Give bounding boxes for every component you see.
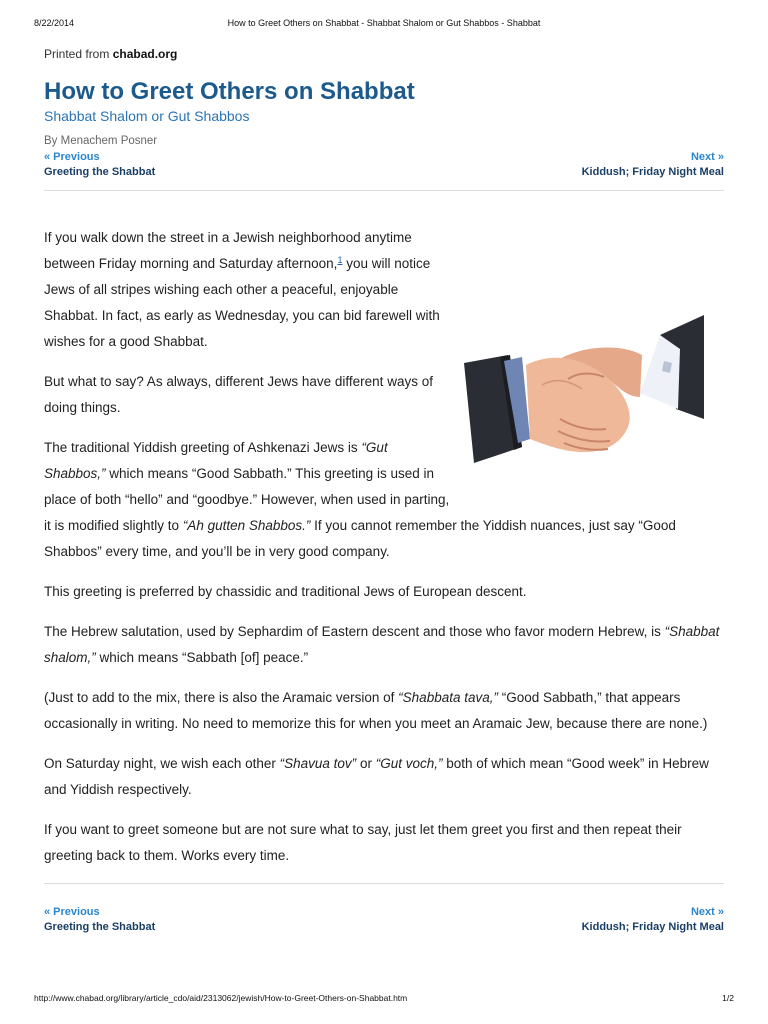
paragraph-8: If you want to greet someone but are not sure what to say, just let them greet you first and then repeat their greeting back to them. Works every time. — [44, 822, 682, 863]
p7-text-b: or — [356, 756, 376, 771]
p5-text-b: which means “Sabbath [of] peace.” — [95, 650, 309, 665]
p7-text-c: both of which mean “Good week” in Hebrew and Yiddish respectively. — [44, 756, 709, 797]
p1-text-b: you will notice Jews of all stripes wishing each other a peaceful, enjoyable Shabbat. In fact, as early as Wednesday, you can bid farewell with wishes for a good Shabbat. — [44, 256, 440, 349]
previous-title[interactable]: Greeting the Shabbat — [44, 166, 156, 178]
previous-article-link-bottom[interactable] — [44, 905, 155, 935]
printed-from-site: chabad.org — [112, 47, 178, 61]
p3-text-a: The traditional Yiddish greeting of Ashkenazi Jews is — [44, 440, 362, 455]
p7-text-a: On Saturday night, we wish each other — [44, 756, 280, 771]
print-footer — [34, 993, 734, 1007]
previous-label[interactable]: « Previous — [44, 151, 100, 163]
print-page-title: How to Greet Others on Shabbat - Shabbat Shalom or Gut Shabbos - Shabbat — [227, 18, 541, 28]
bottom-divider — [44, 883, 724, 884]
article-subtitle: Shabbat Shalom or Gut Shabbos — [44, 108, 250, 124]
paragraph-6 — [44, 685, 724, 737]
previous-article-link[interactable] — [44, 150, 155, 180]
paragraph-4: This greeting is preferred by chassidic and traditional Jews of European descent. — [44, 584, 527, 599]
p5-emphasis-shabbat-shalom: “Shabbat shalom,” — [44, 624, 720, 665]
next-label-bottom[interactable]: Next » — [690, 906, 724, 918]
paragraph-2: But what to say? As always, different Jews have different ways of doing things. — [44, 374, 433, 415]
print-date: 8/22/2014 — [34, 18, 75, 28]
p6-emphasis-shabbata-tava: “Shabbata tava,” — [398, 690, 498, 705]
p3-text-c: If you cannot remember the Yiddish nuances, just say “Good Shabbos” every time, and you’ll be in very good company. — [44, 518, 676, 559]
printed-from-prefix: Printed from — [44, 47, 110, 61]
footnote-link-1[interactable]: 1 — [337, 255, 343, 265]
previous-label-bottom[interactable]: « Previous — [44, 906, 100, 918]
p6-text-a: (Just to add to the mix, there is also the Aramaic version of — [44, 690, 399, 705]
printed-from — [44, 46, 724, 62]
article-page — [44, 46, 724, 937]
article-title: How to Greet Others on Shabbat — [44, 78, 415, 105]
print-header — [34, 18, 734, 32]
handshake-image — [464, 315, 704, 485]
article-byline: By Menachem Posner — [44, 135, 158, 147]
p7-emphasis-gut-voch: “Gut voch,” — [375, 756, 443, 771]
p7-emphasis-shavua-tov: “Shavua tov” — [279, 756, 357, 771]
next-article-link-bottom[interactable] — [582, 905, 724, 935]
next-article-link[interactable] — [582, 150, 724, 180]
p3-emphasis-gut-shabbos: “Gut Shabbos,” — [44, 440, 388, 481]
p3-emphasis-ah-gutten-shabbos: “Ah gutten Shabbos.” — [182, 518, 311, 533]
previous-title-bottom[interactable]: Greeting the Shabbat — [44, 921, 156, 933]
p1-text-a: If you walk down the street in a Jewish neighborhood anytime between Friday morning and Saturday afternoon, — [44, 230, 412, 271]
paragraph-7 — [44, 751, 724, 803]
top-article-nav — [44, 150, 724, 182]
next-title-bottom[interactable]: Kiddush; Friday Night Meal — [581, 921, 724, 933]
bottom-article-nav — [44, 905, 724, 937]
p3-text-b: which means “Good Sabbath.” This greeting is used in place of both “hello” and “goodbye.” However, when used in parting, it is modified slightly to — [44, 466, 450, 533]
next-label[interactable]: Next » — [690, 151, 724, 163]
p5-text-a: The Hebrew salutation, used by Sephardim of Eastern descent and those who favor modern Hebrew, is — [44, 624, 665, 639]
article-body — [44, 225, 724, 869]
top-divider — [44, 190, 724, 191]
print-page-number: 1/2 — [722, 993, 734, 1003]
next-title[interactable]: Kiddush; Friday Night Meal — [581, 166, 724, 178]
paragraph-5 — [44, 619, 724, 671]
p6-text-b: “Good Sabbath,” that appears occasionally in writing. No need to memorize this for when you meet an Aramaic Jew, because there are none.) — [44, 690, 708, 731]
print-url: http://www.chabad.org/library/article_cdo/aid/2313062/jewish/How-to-Greet-Others-on-Shabbat.htm — [34, 993, 408, 1003]
